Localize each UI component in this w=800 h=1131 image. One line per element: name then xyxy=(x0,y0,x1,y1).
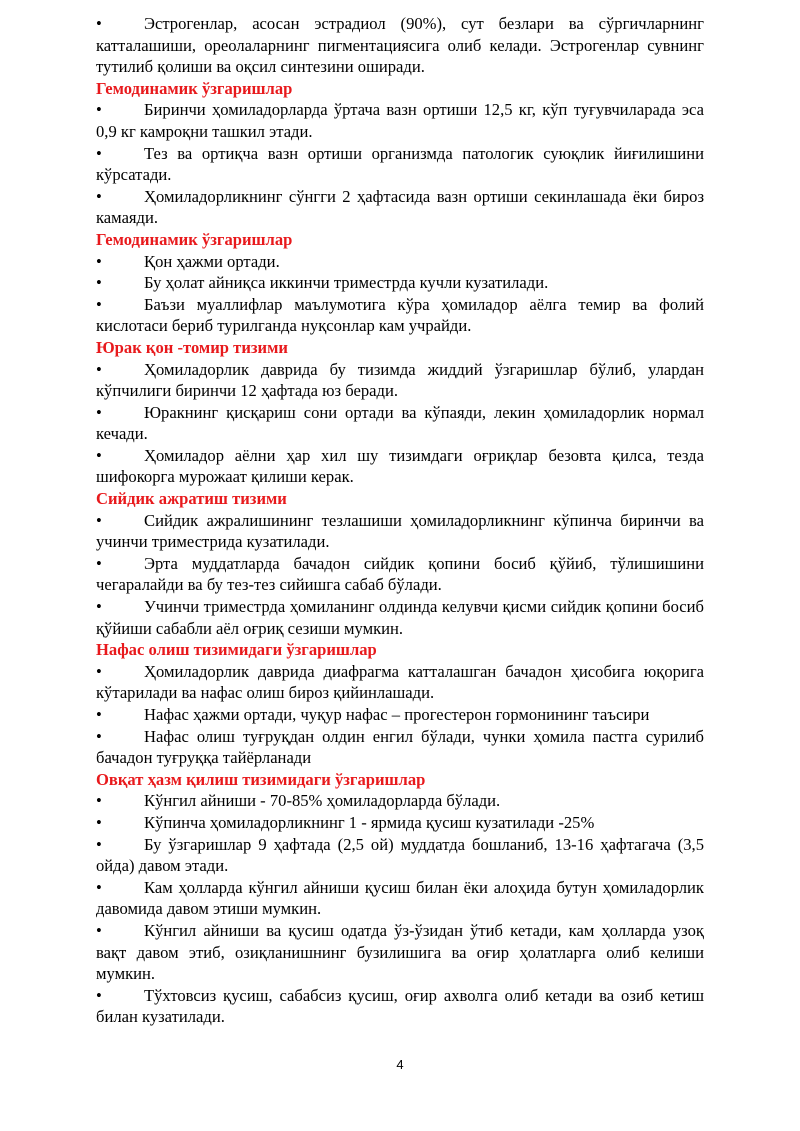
bullet-text: Баъзи муаллифлар маълумотига кўра ҳомиладор аёлга темир ва фолий кислотаси бериб турилганда нуқсонлар кам учрайди. xyxy=(96,294,704,336)
bullet-marker: • xyxy=(96,597,102,617)
bullet-text: Ҳомиладор аёлни ҳар хил шу тизимдаги оғриқлар безовта қилса, тезда шифокорга мурожаат қилиши керак. xyxy=(96,445,704,487)
bullet-paragraph xyxy=(96,812,704,834)
bullet-marker: • xyxy=(96,661,102,681)
bullet-paragraph xyxy=(96,920,704,985)
bullet-marker: • xyxy=(96,359,102,379)
bullet-paragraph xyxy=(96,99,704,142)
bullet-paragraph xyxy=(96,985,704,1028)
bullet-text: Нафас олиш туғруқдан олдин енгил бўлади, чунки ҳомила пастга сурилиб бачадон туғруққа тайёрланади xyxy=(96,726,704,768)
bullet-paragraph xyxy=(96,834,704,877)
bullet-marker: • xyxy=(96,791,102,811)
section-heading: Овқат ҳазм қилиш тизимидаги ўзгаришлар xyxy=(96,769,426,789)
bullet-text: Бу ўзгаришлар 9 ҳафтада (2,5 ой) муддатда бошланиб, 13-16 ҳафтагача (3,5 ойда) давом этади. xyxy=(96,834,704,876)
bullet-marker: • xyxy=(96,186,102,206)
bullet-text: Қон ҳажми ортади. xyxy=(144,251,280,271)
bullet-text: Кўнгил айниши ва қусиш одатда ўз-ўзидан ўтиб кетади, кам ҳолларда узоқ вақт давом этиб, озиқланишнинг бузилишига ва оғир ҳолатларга олиб келиши мумкин. xyxy=(96,920,704,984)
bullet-marker: • xyxy=(96,834,102,854)
bullet-marker: • xyxy=(96,273,102,293)
bullet-marker: • xyxy=(96,14,102,33)
bullet-marker: • xyxy=(96,705,102,724)
bullet-paragraph xyxy=(96,510,704,553)
bullet-text: Кўнгил айниши - 70-85% ҳомиладорларда бўлади. xyxy=(144,791,501,811)
bullet-marker: • xyxy=(96,445,102,465)
bullet-paragraph xyxy=(96,726,704,769)
section-heading: Юрак қон -томир тизими xyxy=(96,337,288,357)
bullet-text: Юракнинг қисқариш сони ортади ва кўпаяди, лекин ҳомиладорлик нормал кечади. xyxy=(96,402,704,444)
bullet-marker: • xyxy=(96,726,102,746)
section-heading: Нафас олиш тизимидаги ўзгаришлар xyxy=(96,640,377,660)
bullet-paragraph xyxy=(96,402,704,445)
bullet-text: Биринчи ҳомиладорларда ўртача вазн ортиши 12,5 кг, кўп туғувчиларада эса 0,9 кг камроқни ташкил этади. xyxy=(96,100,704,141)
bullet-paragraph xyxy=(96,186,704,229)
bullet-marker: • xyxy=(96,143,102,163)
bullet-text: Кам ҳолларда кўнгил айниши қусиш билан ёки алоҳида бутун ҳомиладорлик давомида давом этиши мумкин. xyxy=(96,877,704,919)
bullet-marker: • xyxy=(96,402,102,422)
bullet-marker: • xyxy=(96,553,102,573)
bullet-text: Тез ва ортиқча вазн ортиши организмда патологик суюқлик йиғилишини кўрсатади. xyxy=(96,143,704,185)
bullet-paragraph xyxy=(96,704,704,726)
bullet-text: Сийдик ажралишининг тезлашиши ҳомиладорликнинг кўпинча биринчи ва учинчи триместрида кузатилади. xyxy=(96,510,704,552)
bullet-marker: • xyxy=(96,294,102,314)
bullet-text: Ҳомиладорлик даврида диафрагма катталашган бачадон ҳисобига юқорига кўтарилади ва нафас олиш бироз қийинлашади. xyxy=(96,661,704,703)
bullet-paragraph xyxy=(96,877,704,920)
bullet-text: Нафас ҳажми ортади, чуқур нафас – прогестерон гормонининг таъсири xyxy=(144,705,650,724)
page-number: 4 xyxy=(396,1057,404,1072)
bullet-marker: • xyxy=(96,985,102,1005)
bullet-text: Кўпинча ҳомиладорликнинг 1 - ярмида қусиш кузатилади -25% xyxy=(144,812,595,832)
bullet-text: Тўхтовсиз қусиш, сабабсиз қусиш, оғир ахволга олиб кетади ва озиб кетиш билан кузатилади. xyxy=(96,985,704,1027)
bullet-marker: • xyxy=(96,510,102,530)
bullet-paragraph xyxy=(96,294,704,337)
section-heading: Сийдик ажратиш тизими xyxy=(96,489,287,509)
bullet-paragraph xyxy=(96,359,704,402)
bullet-paragraph xyxy=(96,13,704,78)
bullet-paragraph xyxy=(96,251,704,273)
bullet-paragraph xyxy=(96,661,704,704)
bullet-paragraph xyxy=(96,143,704,186)
bullet-text: Бу ҳолат айниқса иккинчи триместрда кучли кузатилади. xyxy=(144,273,549,293)
bullet-marker: • xyxy=(96,251,102,271)
bullet-paragraph xyxy=(96,445,704,488)
bullet-text: Учинчи триместрда ҳомиланинг олдинда келувчи қисми сийдик қопини босиб қўйиши сабабли аёл оғриқ сезиши мумкин. xyxy=(96,597,704,638)
bullet-marker: • xyxy=(96,100,102,120)
section-heading: Гемодинамик ўзгаришлар xyxy=(96,78,293,98)
document-body xyxy=(96,13,704,1028)
section-heading: Гемодинамик ўзгаришлар xyxy=(96,229,293,249)
bullet-paragraph xyxy=(96,553,704,596)
bullet-text: Ҳомиладорликнинг сўнгги 2 ҳафтасида вазн ортиши секинлашада ёки бироз камаяди. xyxy=(96,186,704,228)
bullet-paragraph xyxy=(96,272,704,294)
bullet-text: Ҳомиладорлик даврида бу тизимда жиддий ўзгаришлар бўлиб, улардан кўпчилиги биринчи 12 ҳафтада юз беради. xyxy=(96,359,704,401)
bullet-marker: • xyxy=(96,920,102,940)
bullet-paragraph xyxy=(96,596,704,639)
bullet-marker: • xyxy=(96,877,102,897)
bullet-text: Эрта муддатларда бачадон сийдик қопини босиб қўйиб, тўлишишини чегаралайди ва бу тез-тез сийишга сабаб бўлади. xyxy=(96,553,704,595)
bullet-text: Эстрогенлар, асосан эстрадиол (90%), сут безлари ва сўргичларнинг катталашиши, ореолаларнинг пигментациясига олиб келади. Эстрогенлар сувнинг тутилиб қолиши ва оқсил синтезини оширади. xyxy=(96,14,704,77)
bullet-paragraph xyxy=(96,790,704,812)
bullet-marker: • xyxy=(96,812,102,832)
